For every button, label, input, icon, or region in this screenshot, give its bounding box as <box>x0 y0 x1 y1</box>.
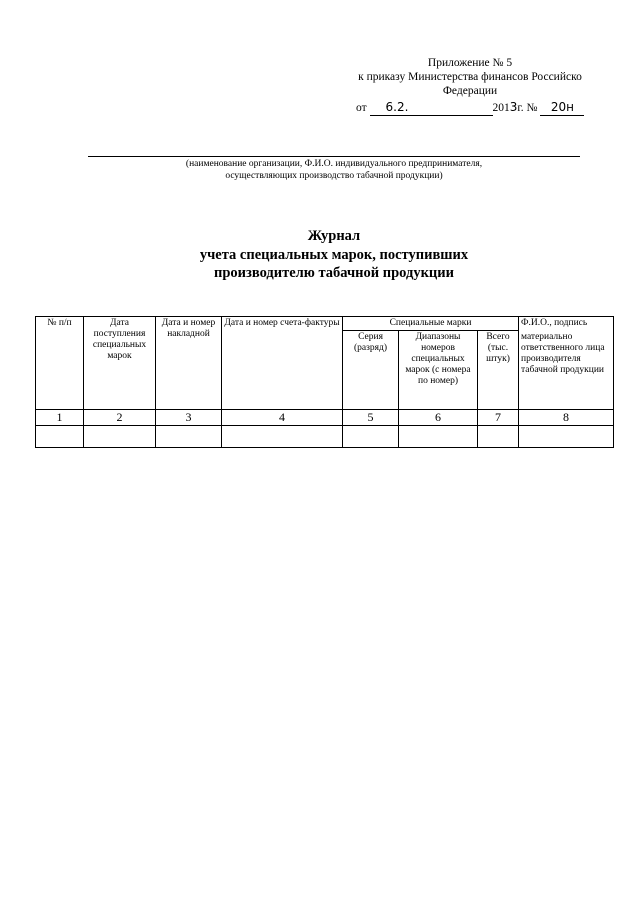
table-cell <box>36 426 84 448</box>
appendix-number: Приложение № 5 <box>427 57 513 69</box>
column-numbers-row <box>36 410 614 426</box>
table-cell <box>156 426 222 448</box>
journal-table <box>35 316 614 448</box>
header-invoice: Дата и номер счета-фактуры <box>222 317 343 410</box>
organization-caption <box>88 158 580 182</box>
table-cell <box>343 426 399 448</box>
order-date: 6.2. <box>385 100 409 114</box>
column-number: 6 <box>399 410 478 426</box>
organization-caption-line2: осуществляющих производство табачной продукции) <box>225 171 443 181</box>
appendix-order-ref: к приказу Министерства финансов Российско <box>358 71 582 83</box>
order-number-label: г. № <box>517 102 538 114</box>
table-cell <box>84 426 156 448</box>
table-row <box>36 426 614 448</box>
journal-subtitle-2: производителю табачной продукции <box>214 265 454 281</box>
table-cell <box>399 426 478 448</box>
header-responsible-person-cont: материально ответственного лица производителя табачной продукции <box>519 331 614 410</box>
table-cell <box>478 426 519 448</box>
column-number: 1 <box>36 410 84 426</box>
header-responsible-person: Ф.И.О., подпись <box>519 317 614 331</box>
order-year-digit: 3 <box>509 100 518 114</box>
journal-title: Журнал <box>307 228 361 244</box>
column-number: 2 <box>84 410 156 426</box>
table-cell <box>519 426 614 448</box>
journal-subtitle-1: учета специальных марок, поступивших <box>199 247 469 263</box>
organization-caption-line1: (наименование организации, Ф.И.О. индивидуального предпринимателя, <box>185 159 483 169</box>
table-header-row-1 <box>36 317 614 331</box>
header-special-marks: Специальные марки <box>343 317 519 331</box>
header-number-ranges: Диапазоны номеров специальных марок (с номера по номер) <box>399 331 478 410</box>
column-number: 3 <box>156 410 222 426</box>
header-row-number: № п/п <box>36 317 84 410</box>
appendix-header <box>300 56 640 98</box>
order-date-line <box>356 100 584 116</box>
header-waybill: Дата и номер накладной <box>156 317 222 410</box>
column-number: 8 <box>519 410 614 426</box>
column-number: 4 <box>222 410 343 426</box>
header-series: Серия (разряд) <box>343 331 399 410</box>
column-number: 5 <box>343 410 399 426</box>
header-receipt-date: Дата поступления специальных марок <box>84 317 156 410</box>
order-year-prefix: 201 <box>492 102 510 114</box>
header-total: Всего (тыс. штук) <box>478 331 519 410</box>
table-cell <box>222 426 343 448</box>
date-prefix: от <box>356 102 367 114</box>
organization-name-line <box>88 156 580 157</box>
column-number: 7 <box>478 410 519 426</box>
order-number: 20н <box>550 100 574 114</box>
appendix-order-ref-cont: Федерации <box>442 85 498 97</box>
